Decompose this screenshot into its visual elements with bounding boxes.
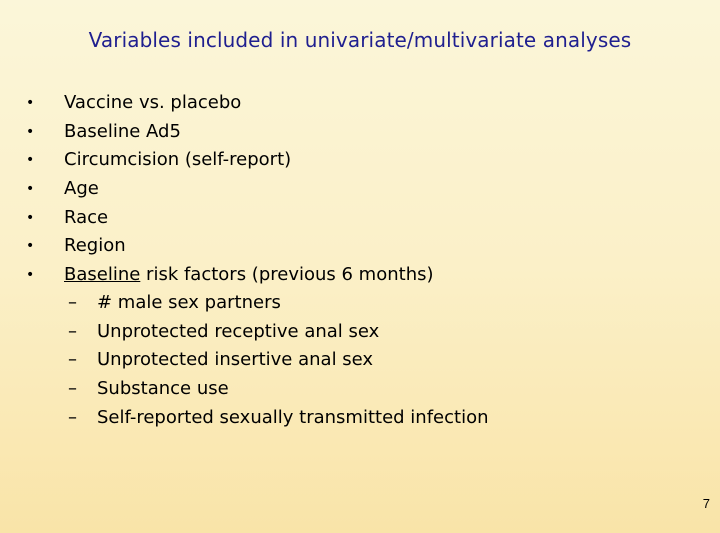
- bullet-text: Race: [64, 206, 109, 228]
- sub-bullet-text: Unprotected receptive anal sex: [97, 320, 380, 342]
- sub-bullet-text: Substance use: [97, 378, 229, 400]
- bullet-dot: •: [26, 123, 35, 140]
- bullet-text: [64, 261, 434, 290]
- bullet-text-rest: risk factors (previous 6 months): [140, 264, 434, 286]
- sub-bullet-dash: –: [68, 378, 77, 400]
- bullet-text: Region: [64, 235, 126, 257]
- sub-bullet-dash: –: [68, 292, 77, 313]
- bullet-dot: •: [26, 95, 35, 111]
- bullet-dot: •: [26, 209, 35, 226]
- bullet-text: Vaccine vs. placebo: [64, 92, 242, 113]
- bullet-dot: •: [26, 152, 35, 169]
- sub-bullet-text: Unprotected insertive anal sex: [97, 349, 374, 371]
- page-number: 7: [702, 496, 710, 511]
- bullet-dot: •: [26, 267, 35, 284]
- bullet-text: Circumcision (self-report): [64, 149, 292, 171]
- bullet-text: Baseline Ad5: [64, 120, 181, 142]
- bullet-dot: •: [26, 181, 35, 198]
- sub-bullet-text: Self-reported sexually transmitted infection: [97, 406, 489, 428]
- sub-bullet-dash: –: [68, 349, 77, 371]
- sub-bullet-text: # male sex partners: [97, 292, 281, 313]
- bullet-underlined-word: Baseline: [64, 264, 141, 286]
- sub-bullet-dash: –: [68, 406, 77, 428]
- bullet-text: Age: [64, 178, 99, 200]
- bullet-dot: •: [26, 238, 35, 255]
- sub-bullet-dash: –: [68, 320, 77, 342]
- slide-title: Variables included in univariate/multivariate analyses: [88, 28, 632, 52]
